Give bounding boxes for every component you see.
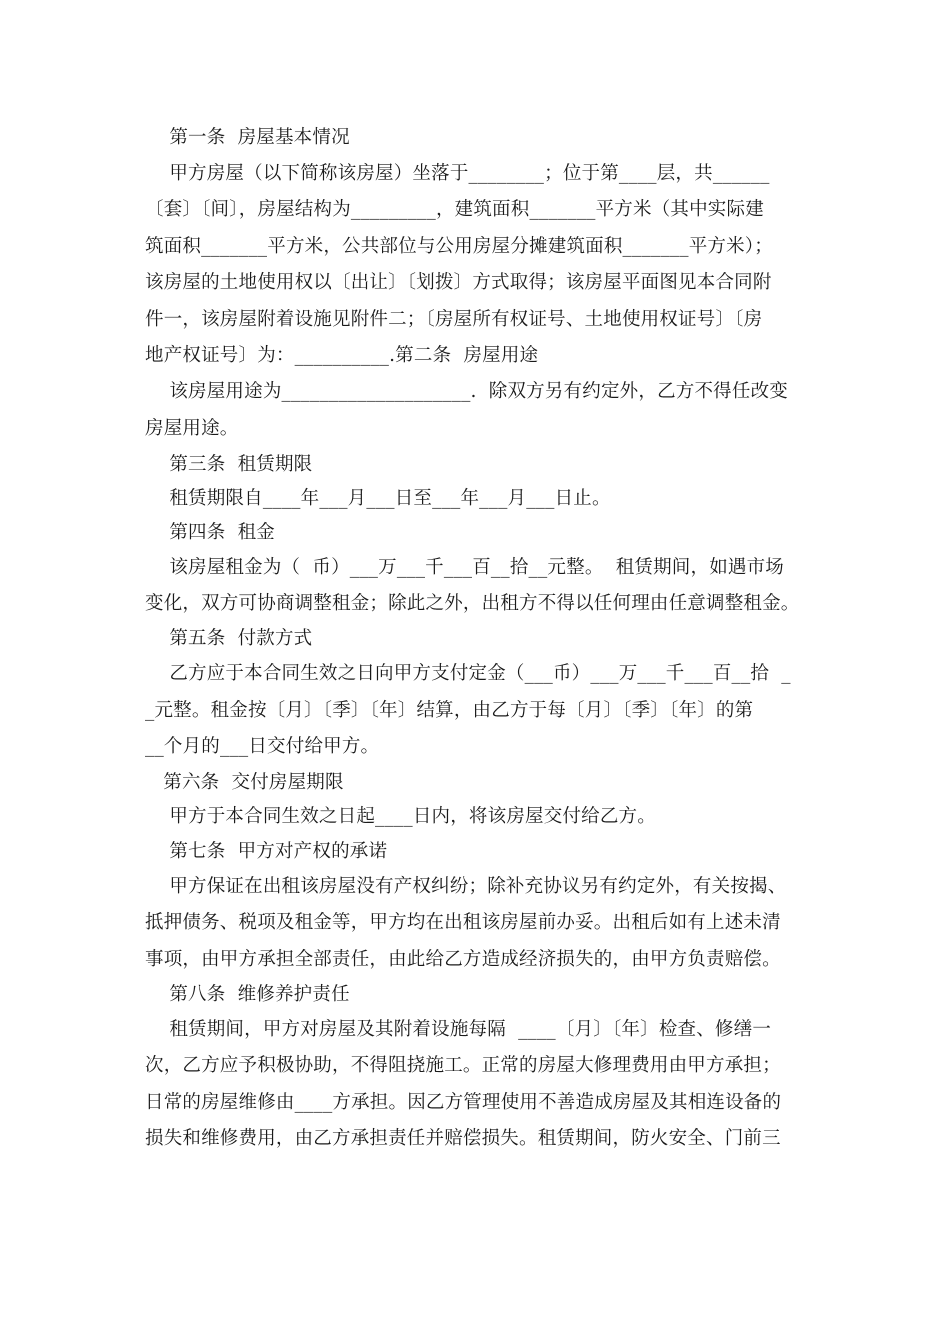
paragraph-line: 损失和维修费用，由乙方承担责任并赔偿损失。租赁期间，防火安全、门前三 <box>145 1128 781 1149</box>
article-5-heading: 第五条 付款方式 <box>145 628 313 649</box>
article-7-heading: 第七条 甲方对产权的承诺 <box>145 841 388 862</box>
paragraph-line: 甲方保证在出租该房屋没有产权纠纷；除补充协议另有约定外，有关按揭、 <box>145 876 787 897</box>
paragraph-line: 该房屋的土地使用权以〔出让〕〔划拨〕方式取得；该房屋平面图见本合同附 <box>145 272 772 293</box>
paragraph-line: 〔套〕〔间〕，房屋结构为_________，建筑面积_______平方米（其中实际建 <box>145 199 764 220</box>
paragraph-line: 该房屋用途为____________________. 除双方另有约定外，乙方不得任改变 <box>145 381 788 402</box>
paragraph-line: 抵押债务、税项及租金等，甲方均在出租该房屋前办妥。出租后如有上述未清 <box>145 912 781 933</box>
paragraph-line: 变化，双方可协商调整租金；除此之外，出租方不得以任何理由任意调整租金。 <box>145 593 800 614</box>
article-4-heading: 第四条 租金 <box>145 522 275 543</box>
article-3-heading: 第三条 租赁期限 <box>145 454 313 475</box>
paragraph-line: 房屋用途。 <box>145 418 239 439</box>
paragraph-line: 租赁期限自____年___月___日至___年___月___日止。 <box>145 488 611 509</box>
paragraph-line: 次，乙方应予积极协助，不得阻挠施工。正常的房屋大修理费用由甲方承担； <box>145 1055 781 1076</box>
paragraph-line: 筑面积_______平方米，公共部位与公用房屋分摊建筑面积_______平方米）； <box>145 236 773 257</box>
article-8-heading: 第八条 维修养护责任 <box>145 984 350 1005</box>
paragraph-line: 甲方房屋（以下简称该房屋）坐落于________；位于第____层，共______ <box>145 163 770 184</box>
article-6-heading: 第六条 交付房屋期限 <box>145 772 344 793</box>
paragraph-line: 事项，由甲方承担全部责任，由此给乙方造成经济损失的，由甲方负责赔偿。 <box>145 949 781 970</box>
paragraph-line: _元整。租金按〔月〕〔季〕〔年〕结算，由乙方于每〔月〕〔季〕〔年〕的第 <box>145 700 754 721</box>
paragraph-line: 日常的房屋维修由____方承担。因乙方管理使用不善造成房屋及其相连设备的 <box>145 1092 782 1113</box>
paragraph-line: __个月的___日交付给甲方。 <box>145 736 380 757</box>
paragraph-line: 件一，该房屋附着设施见附件二；〔房屋所有权证号、土地使用权证号〕〔房 <box>145 309 763 330</box>
paragraph-line: 乙方应于本合同生效之日向甲方支付定金（___币）___万___千___百__拾 _ <box>145 663 791 684</box>
paragraph-line: 该房屋租金为（ 币）___万___千___百__拾__元整。 租赁期间，如遇市场 <box>145 557 784 578</box>
article-1-heading: 第一条 房屋基本情况 <box>145 127 350 148</box>
paragraph-line: 租赁期间，甲方对房屋及其附着设施每隔 ____〔月〕〔年〕检查、修缮一 <box>145 1019 772 1040</box>
paragraph-line: 甲方于本合同生效之日起____日内，将该房屋交付给乙方。 <box>145 806 656 827</box>
paragraph-line: 地产权证号〕为：__________.第二条 房屋用途 <box>145 345 539 366</box>
